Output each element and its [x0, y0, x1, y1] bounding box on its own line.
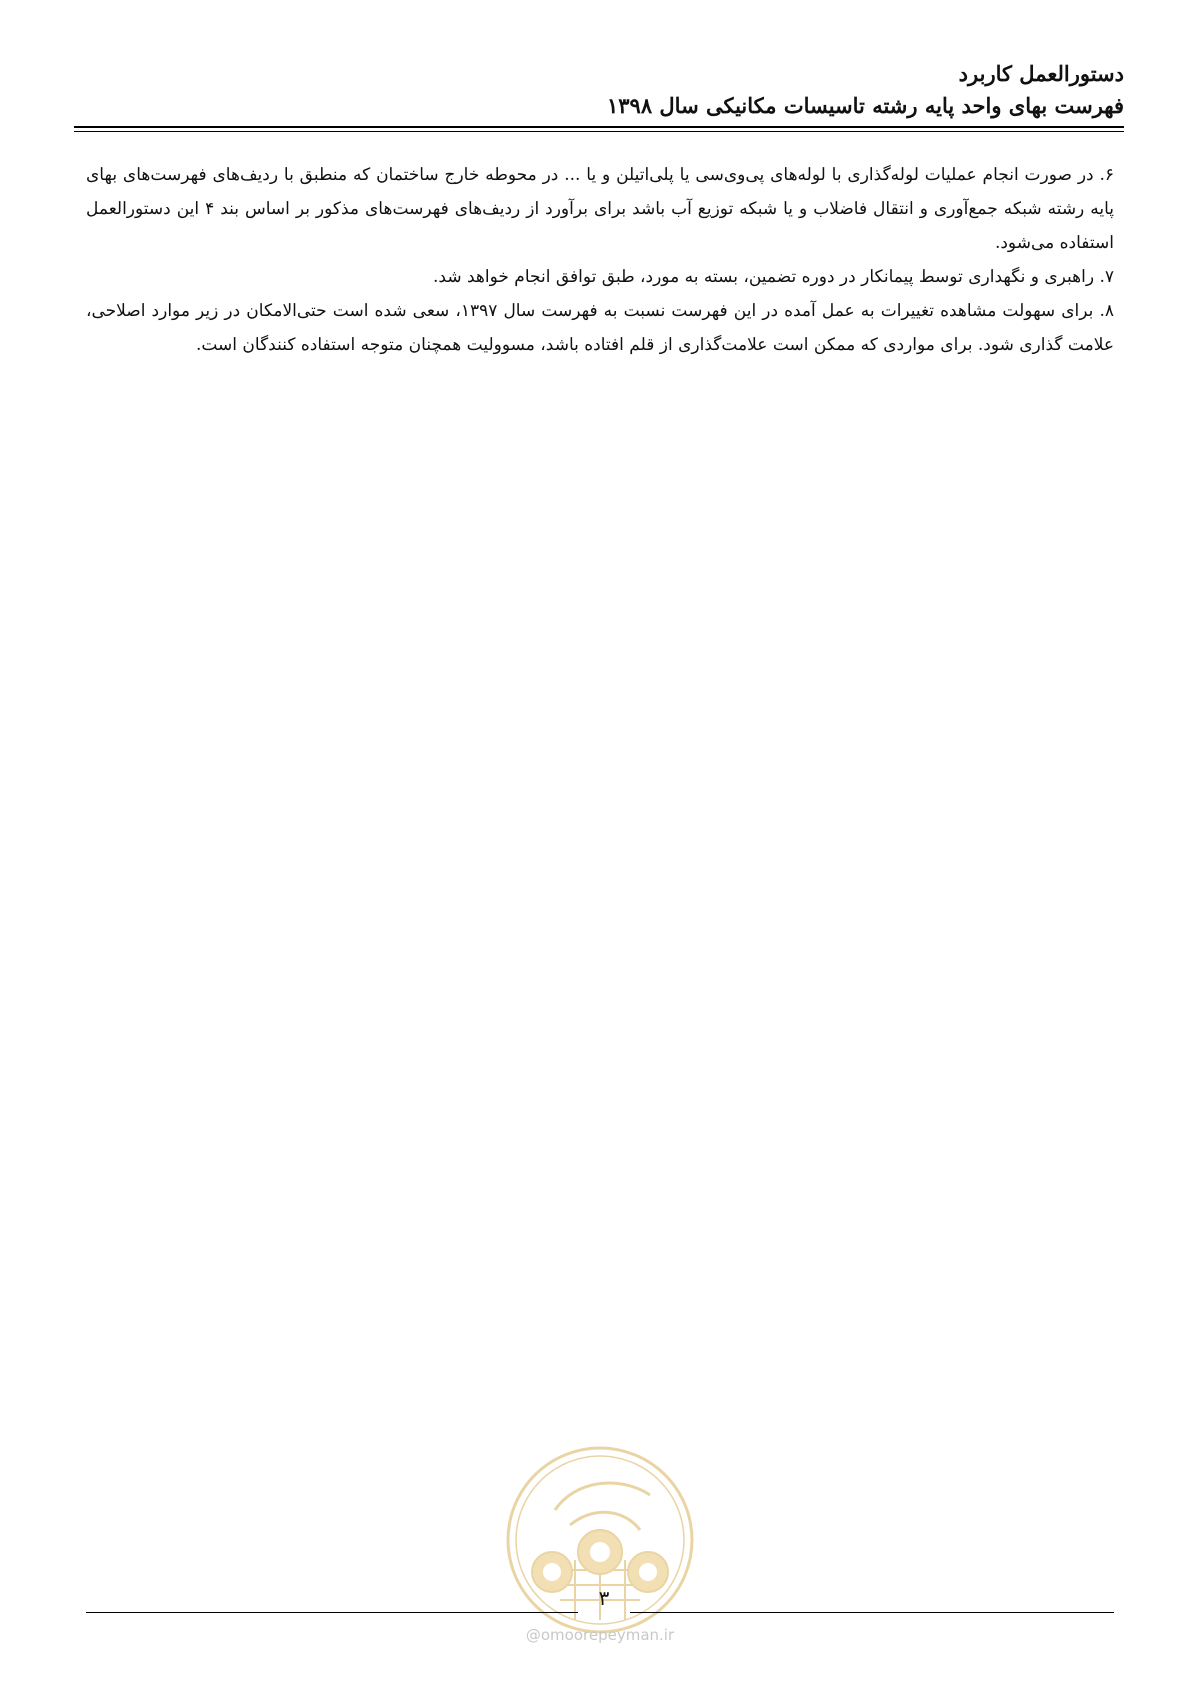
footer-divider-right [630, 1612, 1114, 1613]
document-title: دستورالعمل کاربرد [958, 61, 1124, 86]
watermark-logo-icon [500, 1440, 700, 1640]
header-divider [74, 126, 1124, 128]
header-divider-thin [74, 131, 1124, 132]
document-subtitle: فهرست بهای واحد پایه رشته تاسیسات مکانیکی سال ۱۳۹۸ [606, 93, 1124, 118]
paragraph-item-8: ۸. برای سهولت مشاهده تغییرات به عمل آمده در این فهرست نسبت به فهرست سال ۱۳۹۷، سعی شده است حتی‌الامکان در زیر موارد اصلاحی، علامت گذاری شود. برای مواردی که ممکن است علامت‌گذاری از قلم افتاده باشد، مسوولیت همچنان متوجه استفاده کنندگان است. [86, 301, 1114, 355]
paragraph-item-7: ۷. راهبری و نگهداری توسط پیمانکار در دوره تضمین، بسته به مورد، طبق توافق انجام خواهد شد. [433, 267, 1114, 287]
page-number: ۳ [598, 1586, 610, 1610]
watermark-url: @omoorepeyman.ir [525, 1626, 675, 1644]
paragraph-item-6: ۶. در صورت انجام عملیات لوله‌گذاری با لوله‌های پی‌وی‌سی یا پلی‌اتیلن و یا ... در محوطه خارج ساختمان که منطبق با ردیف‌های فهرست‌های بهای پایه رشته شبکه جمع‌آوری و انتقال فاضلاب و یا شبکه توزیع آب باشد برای برآورد از ردیف‌های فهرست‌های مذکور بر اساس بند ۴ این دستورالعمل استفاده می‌شود. [86, 165, 1115, 253]
document-body [86, 158, 1114, 362]
page-header [74, 58, 1124, 122]
footer-divider-left [86, 1612, 578, 1613]
